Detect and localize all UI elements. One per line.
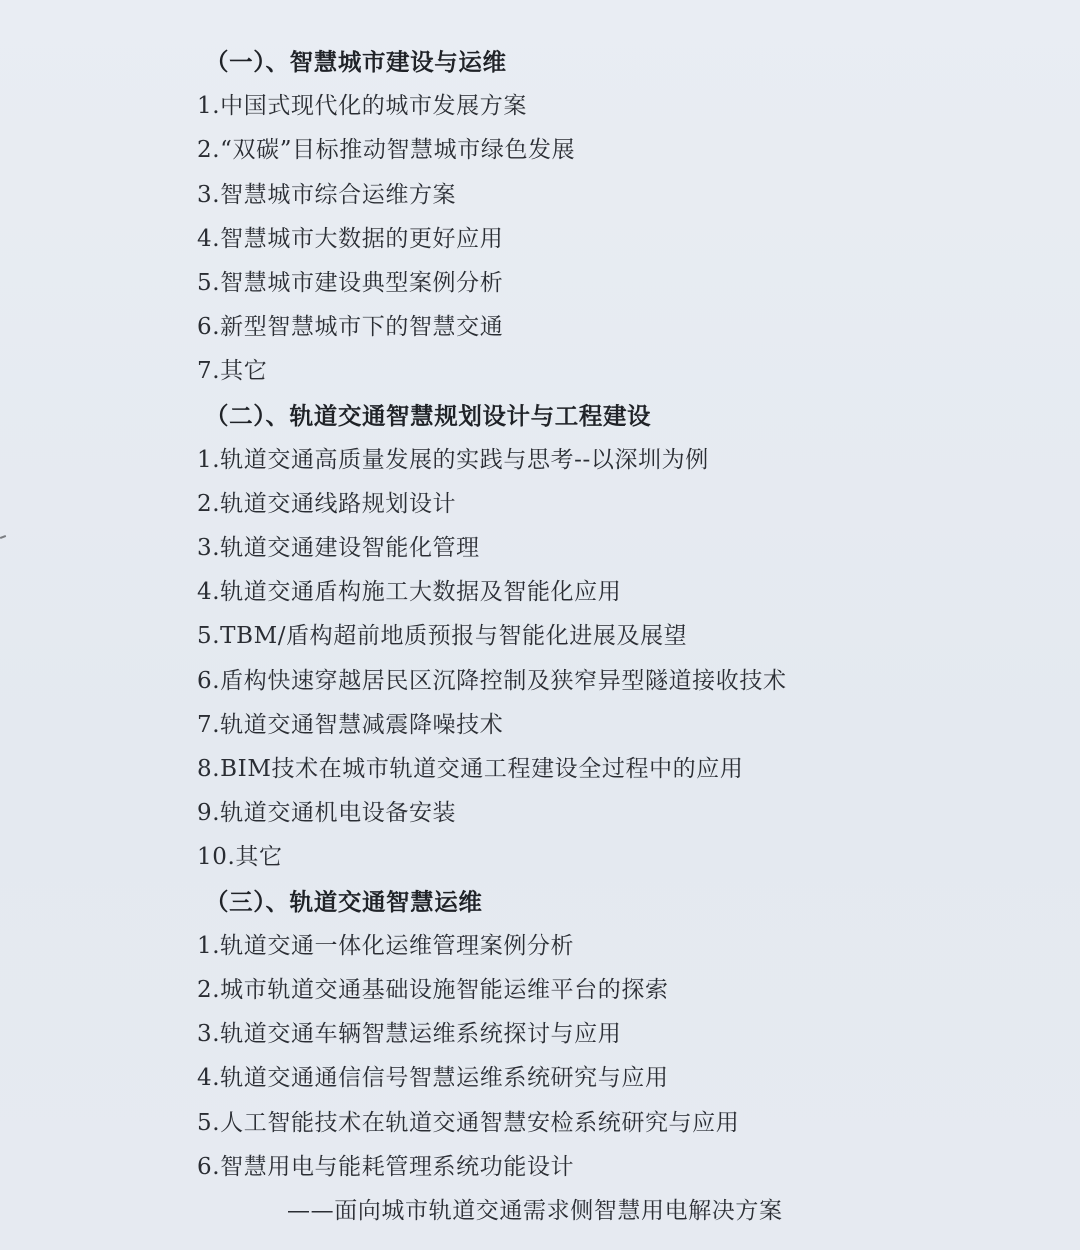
section-3-item-6: 6.智慧用电与能耗管理系统功能设计: [197, 1153, 575, 1180]
section-3-item-6-subtitle: ——面向城市轨道交通需求侧智慧用电解决方案: [287, 1197, 783, 1224]
section-2-item-3: 3.轨道交通建设智能化管理: [197, 535, 480, 562]
section-1-item-4: 4.智慧城市大数据的更好应用: [197, 225, 504, 252]
section-2-item-5: 5.TBM/盾构超前地质预报与智能化进展及展望: [197, 623, 688, 650]
section-1-item-7: 7.其它: [197, 358, 268, 385]
section-1-item-6: 6.新型智慧城市下的智慧交通: [197, 314, 504, 341]
section-2-item-7: 7.轨道交通智慧减震降噪技术: [197, 711, 504, 738]
section-2-item-8: 8.BIM技术在城市轨道交通工程建设全过程中的应用: [197, 756, 744, 782]
section-3-item-1: 1.轨道交通一体化运维管理案例分析: [197, 932, 575, 959]
section-3-item-2: 2.城市轨道交通基础设施智能运维平台的探索: [197, 976, 669, 1003]
section-2-item-1: 1.轨道交通高质量发展的实践与思考--以深圳为例: [197, 446, 709, 473]
section-3-item-4: 4.轨道交通通信信号智慧运维系统研究与应用: [197, 1065, 669, 1092]
section-2-item-2: 2.轨道交通线路规划设计: [197, 490, 457, 517]
section-3-heading: （三）、轨道交通智慧运维: [205, 887, 483, 916]
document-content: [0, 40, 1080, 1233]
section-2-item-10: 10.其它: [197, 844, 283, 871]
section-3-item-3: 3.轨道交通车辆智慧运维系统探讨与应用: [197, 1021, 622, 1048]
section-2-item-6: 6.盾构快速穿越居民区沉降控制及狭窄异型隧道接收技术: [197, 667, 787, 694]
section-1-heading: （一）、智慧城市建设与运维: [205, 48, 507, 76]
section-3-item-5: 5.人工智能技术在轨道交通智慧安检系统研究与应用: [197, 1109, 740, 1136]
section-1-item-2: 2.“双碳”目标推动智慧城市绿色发展: [197, 137, 576, 164]
section-2-heading: （二）、轨道交通智慧规划设计与工程建设: [205, 401, 652, 430]
section-1-item-5: 5.智慧城市建设典型案例分析: [197, 269, 504, 296]
section-1-item-3: 3.智慧城市综合运维方案: [197, 181, 457, 208]
section-1-item-1: 1.中国式现代化的城市发展方案: [197, 93, 527, 120]
section-2-item-4: 4.轨道交通盾构施工大数据及智能化应用: [197, 579, 622, 606]
section-2-item-9: 9.轨道交通机电设备安装: [197, 800, 457, 827]
